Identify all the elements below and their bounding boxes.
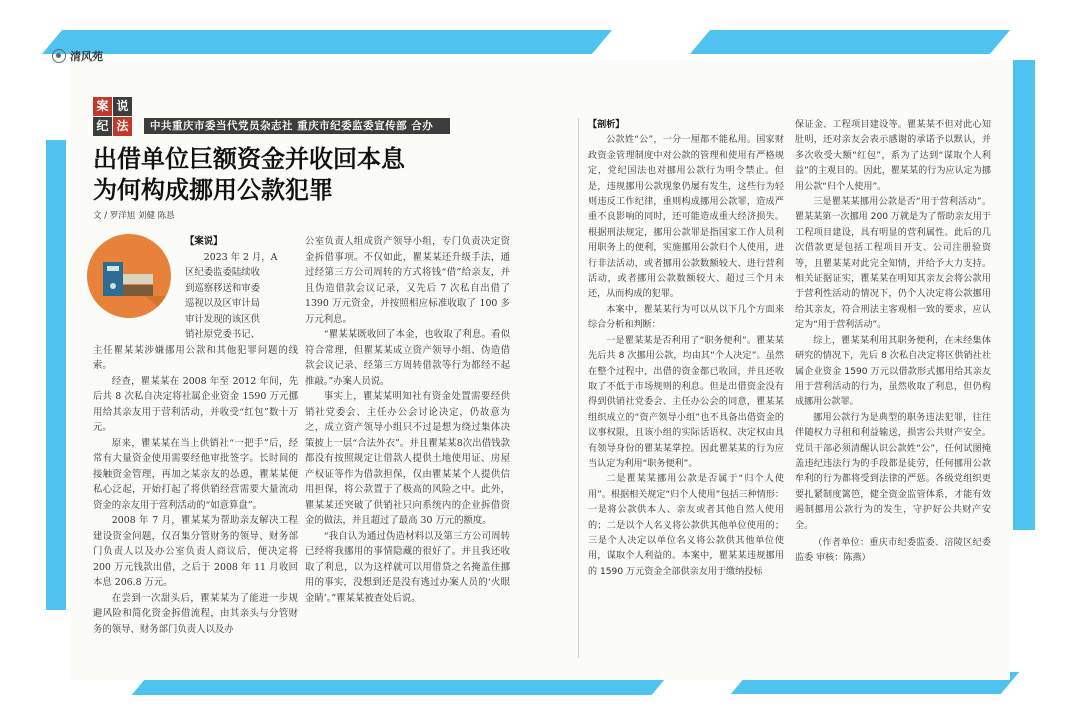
masthead-source-line: 中共重庆市委当代党员杂志社 重庆市纪委监委宣传部 合办: [144, 118, 450, 134]
paragraph: 2008 年 7 月，瞿某某为帮助亲友解决工程建设资金问题，仅召集分管财务的领导、财务部门负责人以及办公室负责人商议后，便决定将 200 万元钱款出借，之后于 2008 年 11 月收回本息 206.8 万元。: [93, 515, 298, 588]
author-note: （作者单位：重庆市纪委监委、涪陵区纪委监委 审核：陈燕）: [795, 537, 991, 564]
section-header: [52, 48, 103, 64]
leaf-icon: [52, 49, 66, 63]
logo-char-3: 纪: [93, 117, 112, 136]
case-intro: [185, 250, 298, 343]
paragraph: 综上，瞿某某利用其职务便利，在未经集体研究的情况下，先后 8 次私自决定将区供销社社属企业资金 1590 万元以借款形式挪用给其亲友用于营利活动的行为，虽然收取了利息，但仍构成挪用公款罪。: [795, 335, 991, 408]
intro-line: 2023 年 2 月，A: [203, 251, 278, 263]
article-title: [93, 144, 453, 206]
logo-char-4: 法: [113, 117, 132, 136]
paragraph: 原来，瞿某某在当上供销社“一把手”后，经常有大量资金使用需要经他审批签字。长时间的接触资金管理，再加之某亲友的怂恿，瞿某某便私心泛起，开始打起了将供销经营需要大量流动资金的亲友用于营利活动的“如意算盘”。: [93, 437, 298, 511]
paragraph: 一是瞿某某是否利用了“职务便利”。瞿某某先后共 8 次挪用公款，均由其“个人决定”。虽然在整个过程中，出借的资金都已收回，并且还收取了不低于市场规则的利息。但是出借资金没有得到供销社党委会、主任办公会的同意，瞿某某组织成立的“资产领导小组”也不具备出借资金的议事权限，且该小组的实际话语权、决定权由具有领导身份的瞿某某掌控。因此瞿某某的行为应当认定为利用“职务便利”。: [588, 335, 784, 469]
paragraph: 在尝到一次甜头后，瞿某某为了能进一步规避风险和简化资金拆借流程，由其亲头与分管财务的领导、财务部门负责人以及办: [93, 592, 298, 635]
title-line-1: 出借单位巨额资金并收回本息: [93, 145, 405, 173]
paragraph: 本案中，瞿某某行为可以从以下几个方面来综合分析和判断：: [588, 304, 784, 331]
intro-line: 区纪委监委陆续收: [185, 267, 261, 278]
case-column-2: [305, 234, 510, 606]
analysis-column-4: [795, 118, 991, 567]
paragraph: 经查，瞿某某在 2008 年至 2012 年间，先后共 8 次私自决定将社属企业资金 1590 万元挪用给其亲友用于营利活动，并收受“红包”数十万元。: [93, 375, 298, 433]
intro-line: 审计发现的该区供: [185, 313, 261, 325]
paragraph: 二是瞿某某挪用公款是否属于“归个人使用”。根据相关规定“归个人使用”包括三种情形：一是将公款供本人、亲友或者其他自然人使用的；二是以个人名义将公款供其他单位使用的；三是个人决定以单位名义将公款供其他单位使用，谋取个人利益的。本案中，瞿某某违规挪用的 1590 万元资金全部供亲友用于缴纳投标: [588, 474, 785, 577]
case-heading: 【案说】: [185, 236, 223, 247]
paragraph: “瞿某某既收回了本金，也收取了利息。看似符合常理，但瞿某某成立资产领导小组、伪造借款会议记录、经第三方周转借款等行为都经不起推敲。”办案人员说。: [305, 329, 510, 387]
frame-left-bar: [46, 140, 66, 610]
intro-line: 销社原党委书记、: [185, 329, 261, 340]
frame-top-right-bar: [690, 30, 1010, 54]
paragraph: “我自认为通过伪造材料以及第三方公司周转已经将我挪用的事情隐藏的很好了。并且我还收取了利息，以为这样就可以用借贷之名掩盖住挪用的事实，没想到还是没有逃过办案人员的‘火眼金睛’。”瞿某某被查处后说。: [305, 530, 510, 604]
paragraph: 事实上，瞿某某明知社有资金处置需要经供销社党委会、主任办公会讨论决定，仍故意为之，成立资产领导小组只不过是想为绕过集体决策披上一层“合法外衣”。并且瞿某某8次出借钱款都没有按照规定让借款人提供土地使用证、房屋产权证等作为借款担保，仅由瞿某某个人提供信用担保，将公款置于了极高的风险之中。此外，瞿某某还突破了供销社只向系统内的企业拆借资金的做法，并且超过了最高 30 万元的额度。: [305, 391, 510, 526]
section-name: 清风苑: [70, 50, 103, 63]
frame-top-bar: [42, 30, 612, 54]
title-line-2: 为何构成挪用公款犯罪: [93, 176, 333, 204]
logo-char-2: 说: [113, 97, 132, 116]
case-column-1: [93, 234, 298, 637]
analysis-column-3: [588, 118, 784, 580]
analysis-heading: 【剖析】: [588, 120, 625, 130]
column-divider: [578, 118, 579, 658]
intro-line: 巡视以及区审计局: [185, 298, 261, 309]
paragraph: 三是瞿某某挪用公款是否“用于营利活动”。瞿某某第一次挪用 200 万就是为了帮助亲友用于工程项目建设，具有明显的营利属性。此后的几次借款更是包括工程项目开支、公司注册验资等，且瞿某某对此完全知情，并给予大力支持。相关证据证实，瞿某某在明知其亲友会将公款用于营利性活动的情况下，仍个人决定将公款挪用给其亲友，符合刑法主客观相一致的要求，应认定为“用于营利活动”。: [795, 197, 991, 331]
frame-right-bar: [1013, 60, 1035, 530]
paragraph: 主任瞿某某涉嫌挪用公款和其他犯罪问题的线索。: [93, 344, 298, 371]
column-logo: [93, 97, 133, 137]
paragraph: 挪用公款行为是典型的职务违法犯罪，往往伴随权力寻租和利益输送，损害公共财产安全。党员干部必须清醒认识公款姓“公”，任何试图掩盖违纪违法行为的手段都是徒劳，任何挪用公款牟利的行为都将受到法律的严惩。各级党组织更要扎紧制度篱笆，健全资金监管体系，才能有效遏制挪用公款行为的发生，守护好公共财产安全。: [795, 412, 991, 531]
logo-char-1: 案: [93, 97, 112, 116]
paragraph: 公款姓“公”，一分一厘都不能私用。国家财政资金管理制度中对公款的管理和使用有严格规定，党纪国法也对挪用公款行为明令禁止。但是，违规挪用公款现象仍屡有发生，这些行为轻则违反工作纪律，重则构成挪用公款罪，造成严重不良影响的同时，还可能造成重大经济损失。根据刑法规定，挪用公款罪是指国家工作人员利用职务上的便利，实施挪用公款归个人使用，进行非法活动，或者挪用公款数额较大、进行营利活动，或者挪用公款数额较大、超过三个月未还，从而构成的犯罪。: [588, 135, 784, 300]
paragraph: 保证金、工程项目建设等。瞿某某不但对此心知肚明，还对亲友会表示感谢的承诺予以默认，并多次收受大额“红包”，系为了达到“谋取个人利益”的主观目的。因此，瞿某某的行为应认定为挪用公款“归个人使用”。: [795, 120, 991, 192]
byline: 文 / 罗洋旭 刘健 陈恳: [93, 211, 175, 221]
paragraph: 公室负责人组成资产领导小组，专门负责决定资金拆借事项。不仅如此，瞿某某还升级手法，通过经第三方公司周转的方式将钱“借”给亲友，并且伪造借款会议记录，又先后 7 次私自出借了 1390 万元资金，并按照相应标准收取了 100 多万元利息。: [305, 236, 510, 325]
intro-line: 到巡察移送和审委: [185, 282, 261, 294]
